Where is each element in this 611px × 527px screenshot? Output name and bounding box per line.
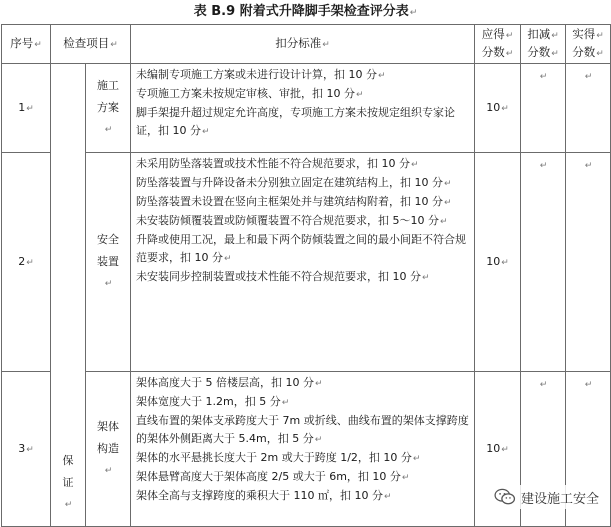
header-should-score: 应得↵ 分数↵	[475, 25, 521, 64]
row-number: 2↵	[2, 153, 51, 372]
check-item: 施工 方案 ↵	[86, 64, 131, 153]
criteria-cell: 未采用防坠落装置或技术性能不符合规范要求，扣 10 分↵ 防坠落装置与升降设备未分别独立固定在建筑结构上，扣 10 分↵ 防坠落装置未设置在竖向主框架处并与建筑结构附着，扣 10 分↵ 未安装防倾覆装置或防倾覆装置不符合规范要求，扣 5～10 分↵ 升降或使用工况，最上和最下两个防倾装置之间的最小间距不符合规范要求，扣 10 分↵ 未安装同步控制装置或技术性能不符合规范要求，扣 10 分↵	[131, 153, 475, 372]
table-row	[2, 64, 611, 153]
header-row	[2, 25, 611, 64]
actual-score[interactable]: ↵	[566, 372, 611, 527]
table-title-text: 表 B.9 附着式升降脚手架检查评分表	[193, 4, 409, 19]
check-item: 架体 构造 ↵	[86, 372, 131, 527]
should-score: 10↵	[475, 372, 521, 527]
table-row	[2, 153, 611, 372]
deduct-score[interactable]: ↵	[521, 153, 566, 372]
criteria-cell: 未编制专项施工方案或未进行设计计算，扣 10 分↵ 专项施工方案未按规定审核、审批，扣 10 分↵ 脚手架提升超过规定允许高度，专项施工方案未按规定组织专家论证，扣 10 分↵	[131, 64, 475, 153]
header-item: 检查项目↵	[51, 25, 131, 64]
should-score: 10↵	[475, 153, 521, 372]
score-table	[1, 24, 611, 527]
should-score: 10↵	[475, 64, 521, 153]
watermark	[490, 485, 603, 509]
deduct-score[interactable]: ↵	[521, 64, 566, 153]
header-actual-score: 实得↵ 分数↵	[566, 25, 611, 64]
header-criteria: 扣分标准↵	[131, 25, 475, 64]
check-item: 安全 装置 ↵	[86, 153, 131, 372]
actual-score[interactable]: ↵	[566, 64, 611, 153]
row-number: 1↵	[2, 64, 51, 153]
criteria-cell: 架体高度大于 5 倍楼层高，扣 10 分↵ 架体宽度大于 1.2m，扣 5 分↵ 直线布置的架体支承跨度大于 7m 或折线、曲线布置的架体支撑跨度的架体外侧距离大于 5.4m，扣 5 分↵ 架体的水平悬挑长度大于 2m 或大于跨度 1/2，扣 10 分↵ 架体悬臂高度大于架体高度 2/5 或大于 6m，扣 10 分↵ 架体全高与支撑跨度的乘积大于 110 ㎡，扣 10 分↵	[131, 372, 475, 527]
row-number: 3↵	[2, 372, 51, 527]
header-deduct-score: 扣减↵ 分数↵	[521, 25, 566, 64]
watermark-text: 建设施工安全	[520, 491, 599, 507]
actual-score[interactable]: ↵	[566, 153, 611, 372]
table-title	[0, 0, 611, 24]
paragraph-mark: ↵	[409, 8, 418, 18]
deduct-score[interactable]: ↵	[521, 372, 566, 527]
wechat-icon	[494, 488, 516, 506]
header-no: 序号↵	[2, 25, 51, 64]
group-label: 保 证 ↵	[51, 64, 86, 527]
